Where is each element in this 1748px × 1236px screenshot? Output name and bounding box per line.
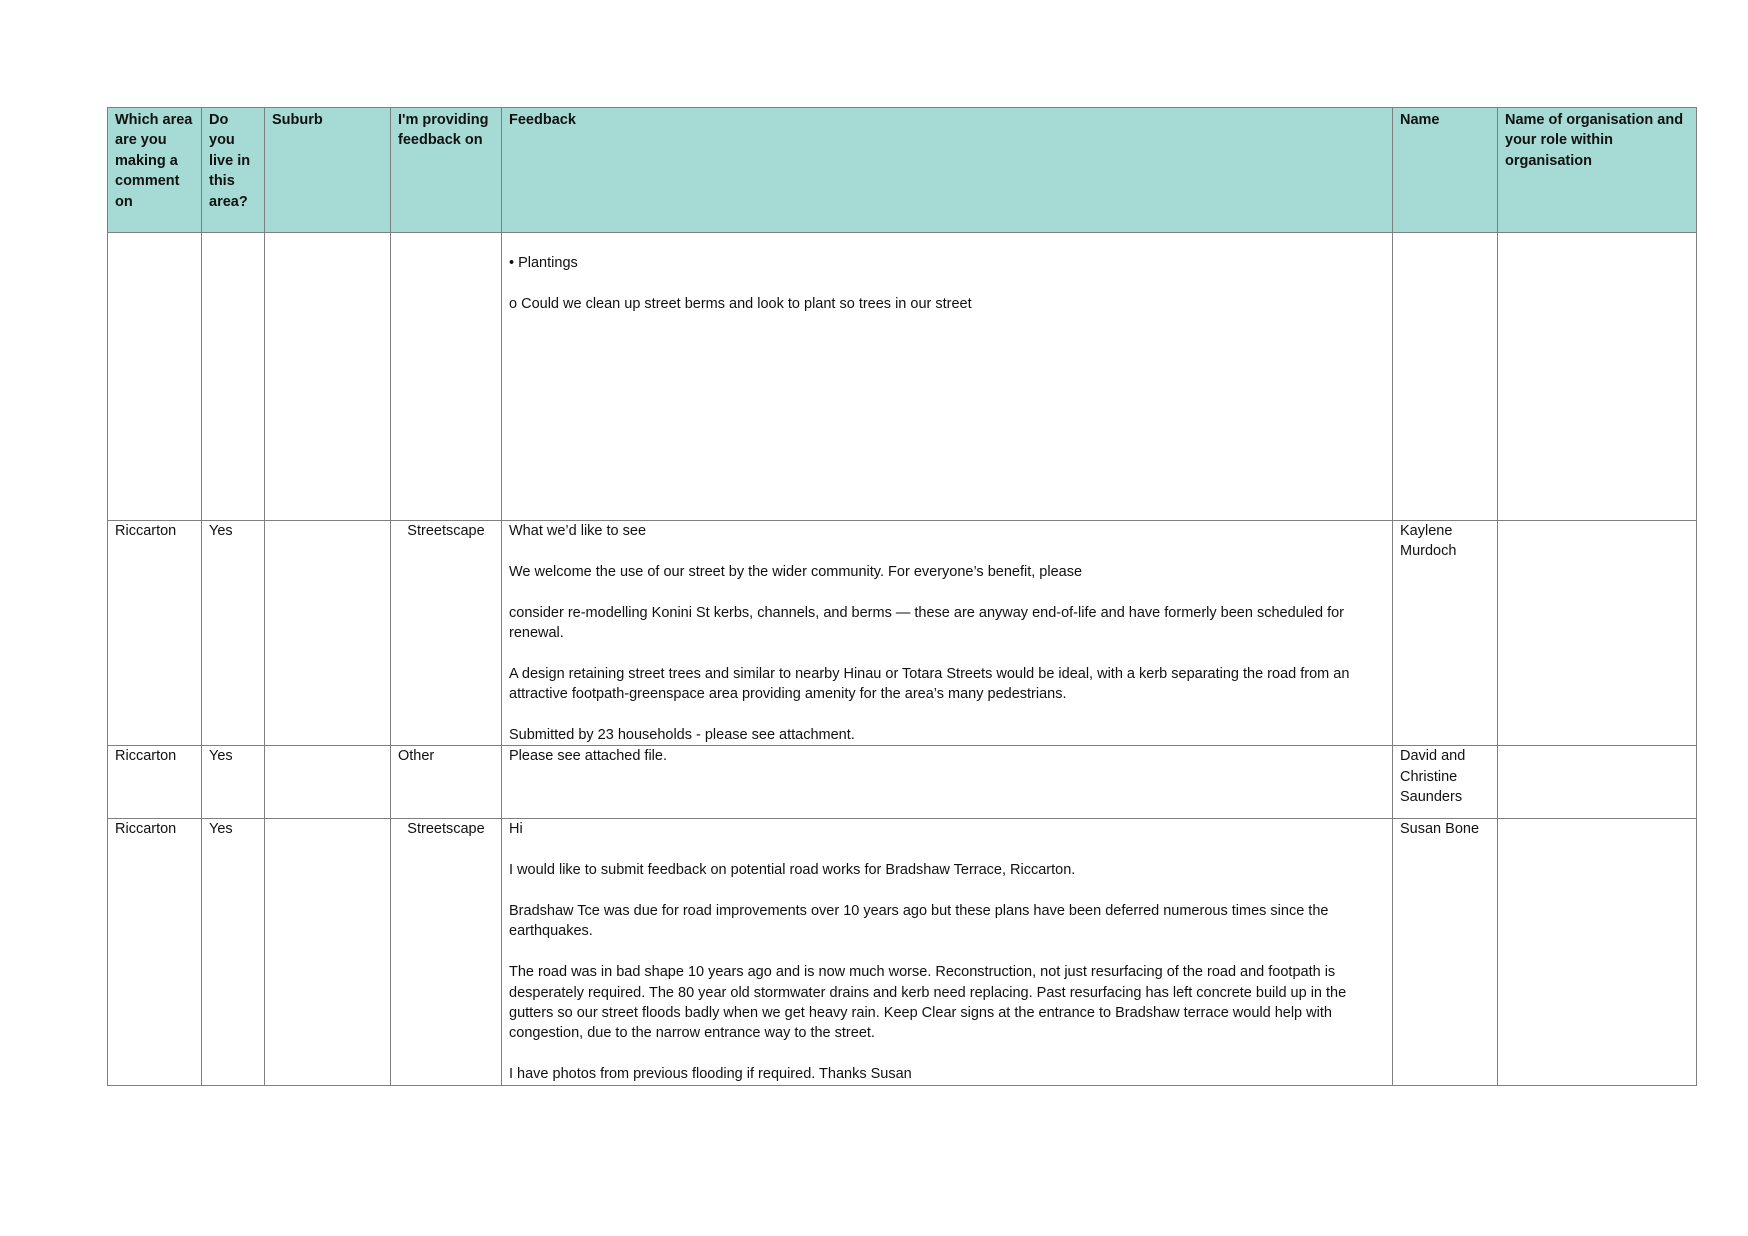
feedback-paragraph: • Plantings: [509, 255, 578, 271]
cell-area: Riccarton: [108, 746, 202, 819]
feedback-paragraph: I have photos from previous flooding if required. Thanks Susan: [509, 1066, 912, 1083]
cell-feedback: [502, 746, 1393, 819]
header-live: Do you live in this area?: [202, 108, 265, 233]
feedback-paragraph: A design retaining street trees and similar to nearby Hinau or Totara Streets would be ideal, with a kerb separating the road from an attractive footpath-greenspace area providing amenity for the area’s many pedestrians.: [509, 665, 1350, 703]
cell-org: [1498, 233, 1697, 521]
cell-live: [202, 233, 265, 521]
feedback-paragraph: We welcome the use of our street by the wider community. For everyone’s benefit, please: [509, 563, 1083, 580]
cell-org: [1498, 746, 1697, 819]
feedback-paragraph: The road was in bad shape 10 years ago and is now much worse. Reconstruction, not just resurfacing of the road and footpath is desperately required. The 80 year old stormwater drains and kerb need replacing. Past resurfacing has left concrete build up in the gutters so our street floods badly when we get heavy rain. Keep Clear signs at the entrance to Bradshaw terrace would help with congestion, due to the narrow entrance way to the street.: [509, 964, 1347, 1042]
header-topic: I'm providing feedback on: [391, 108, 502, 233]
cell-suburb: [265, 521, 391, 746]
cell-area: Riccarton: [108, 819, 202, 1085]
cell-topic: Streetscape: [391, 819, 502, 1085]
cell-area: Riccarton: [108, 521, 202, 746]
cell-name: Susan Bone: [1393, 819, 1498, 1085]
table-row: [108, 233, 1697, 521]
table-row: [108, 746, 1697, 819]
feedback-paragraph: I would like to submit feedback on potential road works for Bradshaw Terrace, Riccarton.: [509, 862, 1076, 879]
cell-org: [1498, 521, 1697, 746]
cell-suburb: [265, 233, 391, 521]
feedback-paragraph: Bradshaw Tce was due for road improvements over 10 years ago but these plans have been deferred numerous times since the earthquakes.: [509, 903, 1329, 940]
cell-org: [1498, 819, 1697, 1085]
cell-feedback: [502, 819, 1393, 1085]
cell-suburb: [265, 746, 391, 819]
cell-name: [1393, 233, 1498, 521]
cell-live: Yes: [202, 819, 265, 1085]
cell-live: Yes: [202, 521, 265, 746]
header-area: Which area are you making a comment on: [108, 108, 202, 233]
feedback-paragraph: consider re-modelling Konini St kerbs, channels, and berms — these are anyway end-of-life and have formerly been scheduled for renewal.: [509, 604, 1345, 641]
header-feedback: Feedback: [502, 108, 1393, 233]
cell-topic: Other: [391, 746, 502, 819]
cell-feedback: [502, 233, 1393, 521]
table-row: [108, 521, 1697, 746]
feedback-paragraph: Submitted by 23 households - please see attachment.: [509, 727, 855, 743]
feedback-paragraph: o Could we clean up street berms and look to plant so trees in our street: [509, 295, 972, 312]
cell-area: [108, 233, 202, 521]
feedback-paragraph: What we’d like to see: [509, 523, 647, 539]
cell-suburb: [265, 819, 391, 1085]
feedback-paragraph: Please see attached file.: [509, 748, 667, 765]
header-row: [108, 108, 1697, 233]
table-row: [108, 819, 1697, 1085]
header-suburb: Suburb: [265, 108, 391, 233]
header-org: Name of organisation and your role within organisation: [1498, 108, 1697, 233]
header-name: Name: [1393, 108, 1498, 233]
cell-live: Yes: [202, 746, 265, 819]
feedback-paragraph: Hi: [509, 821, 523, 838]
cell-name: David and Christine Saunders: [1393, 746, 1498, 819]
feedback-table: [107, 107, 1697, 1086]
cell-feedback: [502, 521, 1393, 746]
cell-name: Kaylene Murdoch: [1393, 521, 1498, 746]
cell-topic: [391, 233, 502, 521]
cell-topic: Streetscape: [391, 521, 502, 746]
